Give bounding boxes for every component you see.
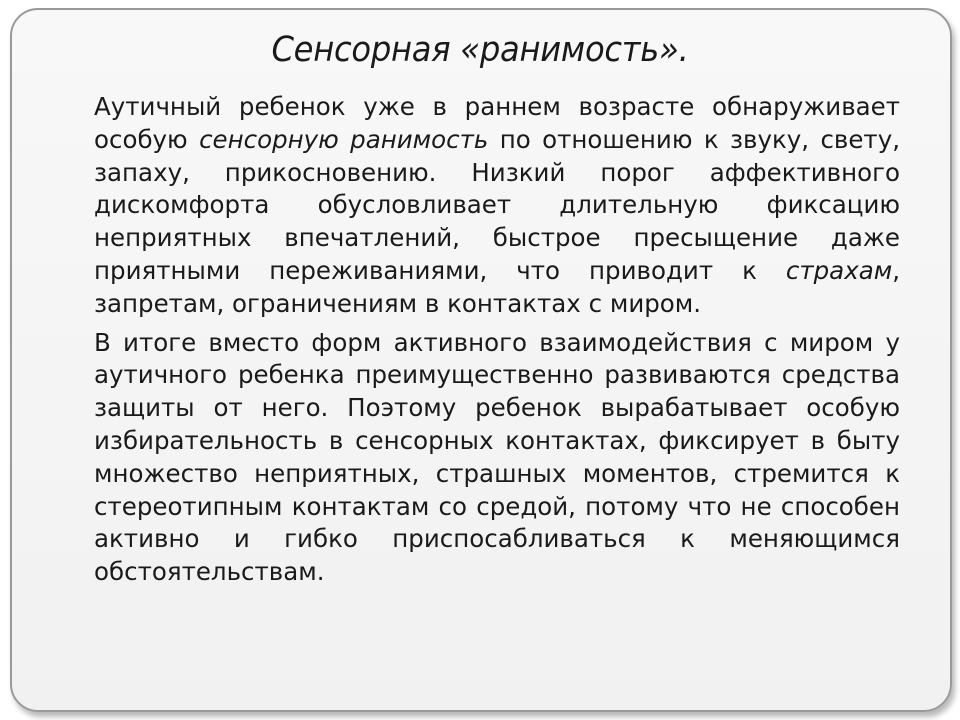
- paragraph-1-text-a: Аутичный ребенок уже в раннем возрасте обнаруживает особую: [94, 92, 900, 154]
- emphasis-fears: страхам: [785, 255, 893, 285]
- paragraph-1-text-c: , запретам, ограничениям в контактах с миром.: [94, 255, 900, 318]
- slide-title: Сенсорная «ранимость».: [271, 30, 689, 70]
- emphasis-sensory-vulnerability: сенсорную ранимость: [199, 124, 489, 154]
- paragraph-1: [94, 91, 900, 321]
- paragraph-1-text-b: по отношению к звуку, свету, запаху, прикосновению. Низкий порог аффективного дискомфорта обусловливает длительную фиксацию неприятных впечатлений, быстрое пресыщение даже приятными переживаниями, что приводит к: [94, 124, 900, 285]
- slide-body: [94, 91, 900, 595]
- paragraph-2: В итоге вместо форм активного взаимодействия с миром у аутичного ребенка преимущественно развиваются средства защиты от него. Поэтому ребенок вырабатывает особую избирательность в сенсорных контактах, фиксирует в быту множество неприятных, страшных моментов, стремится к стереотипным контактам со средой, потому что не способен активно и гибко приспосабливаться к меняющимся обстоятельствам.: [94, 327, 900, 587]
